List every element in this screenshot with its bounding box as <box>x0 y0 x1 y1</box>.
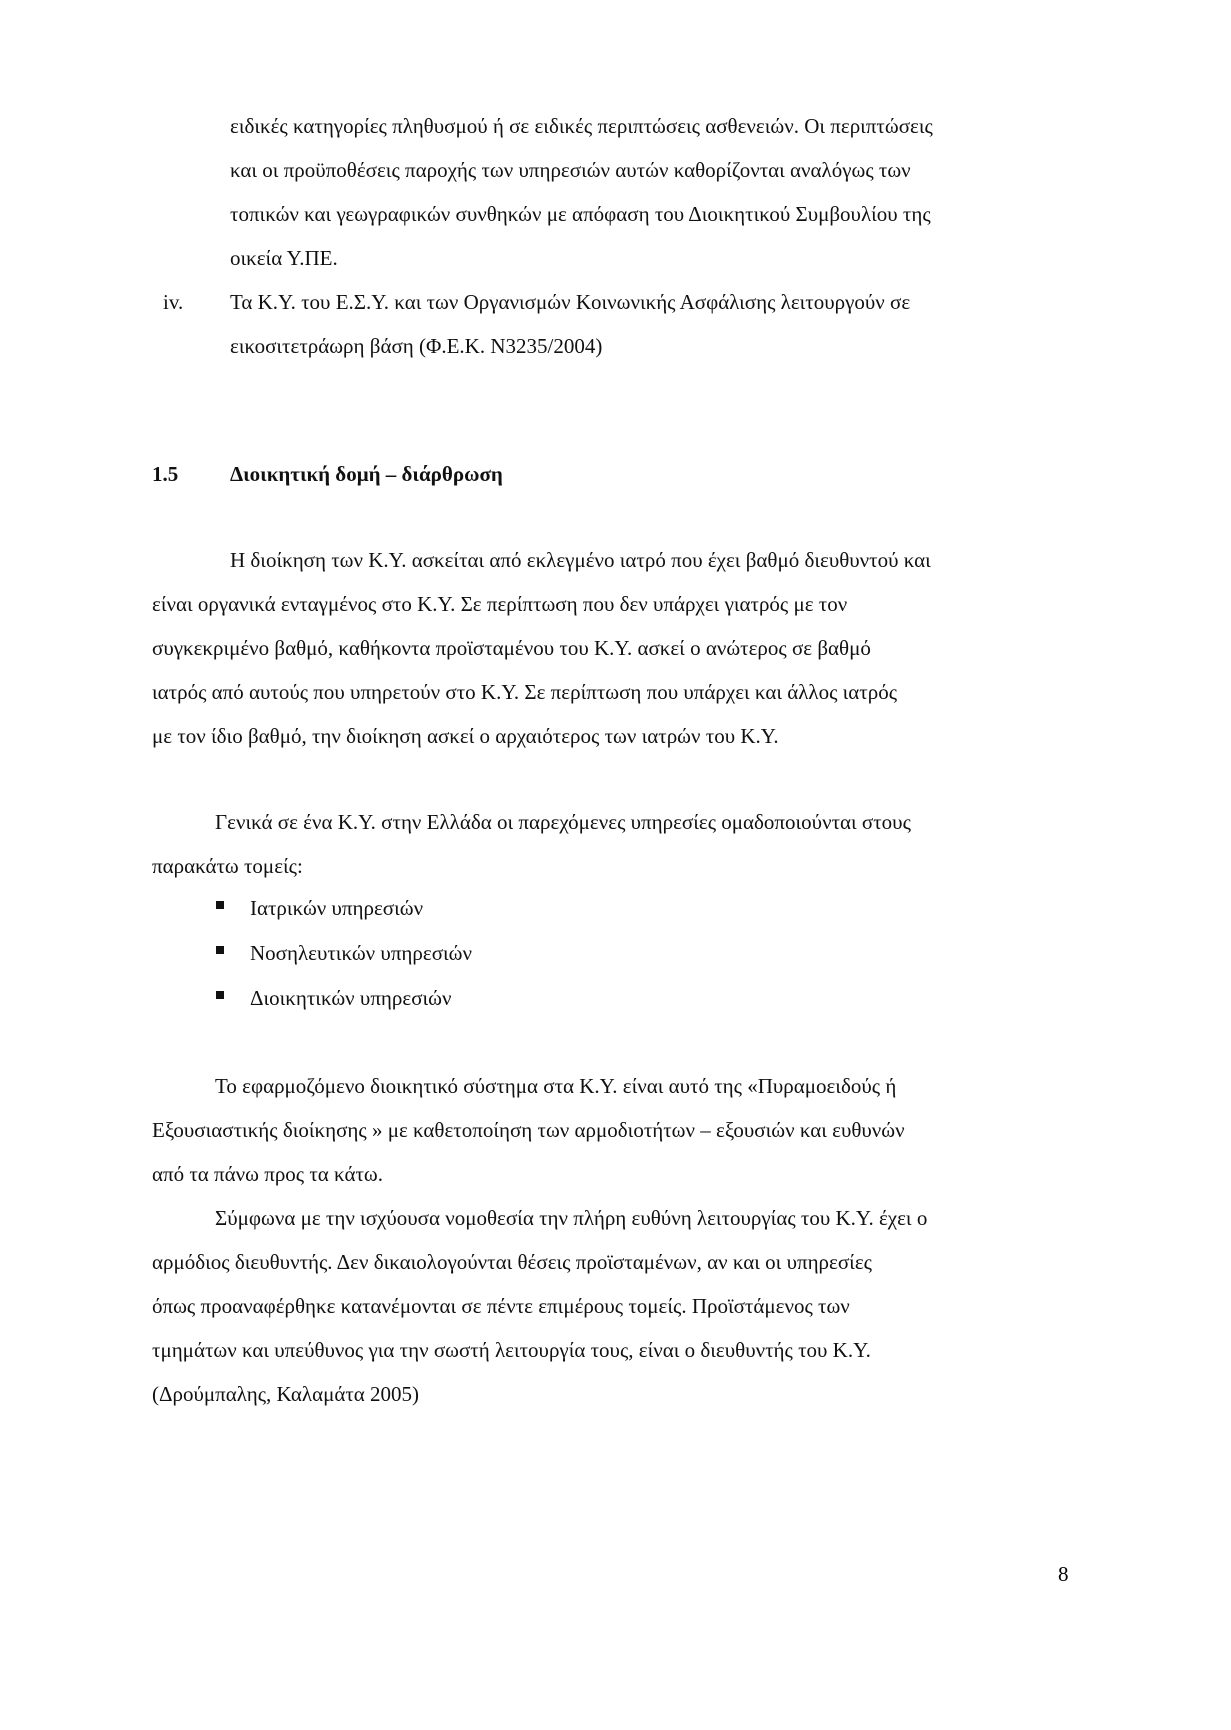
text-line: παρακάτω τομείς: <box>152 854 303 878</box>
text-line: εικοσιτετράωρη βάση (Φ.Ε.Κ. Ν3235/2004) <box>230 334 603 358</box>
list-marker: iv. <box>163 290 184 314</box>
bullet-item: Διοικητικών υπηρεσιών <box>250 986 452 1010</box>
text-line: Εξουσιαστικής διοίκησης » με καθετοποίηση των αρμοδιοτήτων – εξουσιών και ευθυνών <box>152 1118 905 1142</box>
text-line: (Δρούμπαλης, Καλαμάτα 2005) <box>152 1382 420 1406</box>
text-line: τμημάτων και υπεύθυνος για την σωστή λειτουργία τους, είναι ο διευθυντής του Κ.Υ. <box>152 1338 871 1362</box>
bullet-item: Ιατρικών υπηρεσιών <box>250 896 424 920</box>
page-number: 8 <box>1058 1562 1069 1586</box>
text-line: ιατρός από αυτούς που υπηρετούν στο Κ.Υ. Σε περίπτωση που υπάρχει και άλλος ιατρός <box>152 680 898 704</box>
bullet-icon <box>216 991 224 999</box>
section-number: 1.5 <box>152 462 179 486</box>
text-line: Σύμφωνα με την ισχύουσα νομοθεσία την πλήρη ευθύνη λειτουργίας του Κ.Υ. έχει ο <box>215 1206 928 1230</box>
text-line: Το εφαρμοζόμενο διοικητικό σύστημα στα Κ.Υ. είναι αυτό της «Πυραμοειδούς ή <box>215 1074 897 1098</box>
text-line: με τον ίδιο βαθμό, την διοίκηση ασκεί ο αρχαιότερος των ιατρών του Κ.Υ. <box>152 724 779 748</box>
text-line: Τα Κ.Υ. του Ε.Σ.Υ. και των Οργανισμών Κοινωνικής Ασφάλισης λειτουργούν σε <box>230 290 911 314</box>
text-line: Η διοίκηση των Κ.Υ. ασκείται από εκλεγμένο ιατρό που έχει βαθμό διευθυντού και <box>230 548 931 572</box>
text-line: αρμόδιος διευθυντής. Δεν δικαιολογούνται θέσεις προϊσταμένων, αν και οι υπηρεσίες <box>152 1250 872 1274</box>
bullet-icon <box>216 946 224 954</box>
bullet-item: Νοσηλευτικών υπηρεσιών <box>250 941 472 965</box>
text-line: συγκεκριμένο βαθμό, καθήκοντα προϊσταμένου του Κ.Υ. ασκεί ο ανώτερος σε βαθμό <box>152 636 871 660</box>
section-title: Διοικητική δομή – διάρθρωση <box>230 462 503 486</box>
text-line: από τα πάνω προς τα κάτω. <box>152 1162 383 1186</box>
text-line: τοπικών και γεωγραφικών συνθηκών με απόφαση του Διοικητικού Συμβουλίου της <box>230 202 931 226</box>
text-line: Γενικά σε ένα Κ.Υ. στην Ελλάδα οι παρεχόμενες υπηρεσίες ομαδοποιούνται στους <box>215 810 911 834</box>
text-line: και οι προϋποθέσεις παροχής των υπηρεσιών αυτών καθορίζονται αναλόγως των <box>230 158 911 182</box>
text-line: ειδικές κατηγορίες πληθυσμού ή σε ειδικές περιπτώσεις ασθενειών. Οι περιπτώσεις <box>230 114 933 138</box>
text-line: όπως προαναφέρθηκε κατανέμονται σε πέντε επιμέρους τομείς. Προϊστάμενος των <box>152 1294 850 1318</box>
text-line: είναι οργανικά ενταγμένος στο Κ.Υ. Σε περίπτωση που δεν υπάρχει γιατρός με τον <box>152 592 848 616</box>
text-line: οικεία Υ.ΠΕ. <box>230 246 338 270</box>
bullet-icon <box>216 901 224 909</box>
